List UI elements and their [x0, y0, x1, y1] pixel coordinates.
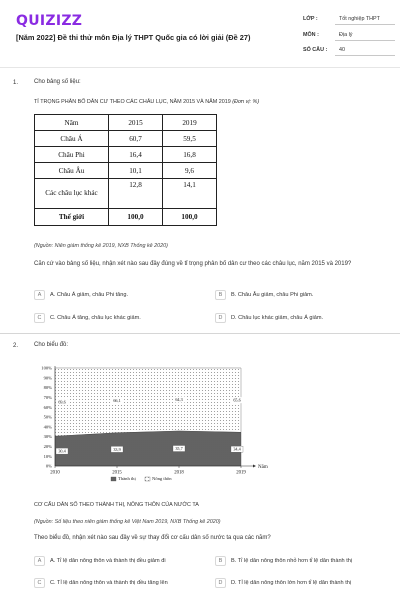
table-cell: 100,0	[109, 209, 163, 226]
urban-data-label: 35,7	[175, 446, 183, 452]
option-letter-badge: C	[34, 578, 45, 588]
table-row	[35, 163, 217, 179]
question-2-prompt: Cho biểu đồ:	[34, 342, 69, 348]
q2-option-c[interactable]	[34, 578, 168, 588]
question-2-text: Theo biểu đồ, nhận xét nào sau đây về sự thay đổi cơ cấu dân số nước ta qua các năm?	[34, 535, 271, 541]
table-cell: 16,4	[109, 147, 163, 163]
chart-legend	[111, 476, 172, 481]
option-letter-badge: D	[215, 313, 226, 323]
table-header-cell: Năm	[35, 115, 109, 131]
question-2-source: (Nguồn: Số liệu theo niên giám thống kê Việt Nam 2019, NXB Thống kê 2020)	[34, 519, 221, 525]
y-tick-label: 10%	[43, 453, 52, 459]
table-row	[35, 179, 217, 209]
meta-count-value: 40	[339, 47, 345, 53]
question-1-source: (Nguồn: Niên giám thống kê 2019, NXB Thống kê 2020)	[34, 243, 168, 249]
y-axis-ticks	[41, 366, 52, 469]
rural-data-label: 64,3	[175, 397, 183, 403]
q1-option-d[interactable]	[215, 313, 323, 323]
table-row	[35, 147, 217, 163]
option-text: D. Châu lục khác giảm, châu Á giảm.	[231, 315, 324, 321]
table-cell: 12,8	[109, 179, 163, 209]
legend-rural-swatch	[145, 477, 150, 481]
table-cell: Châu Âu	[35, 163, 109, 179]
y-tick-label: 60%	[43, 404, 52, 410]
table-cell: 60,7	[109, 131, 163, 147]
rural-data-label: 65,6	[233, 397, 241, 403]
quizizz-logo: QUIZIZZ	[16, 13, 83, 29]
table-cell: Châu Phi	[35, 147, 109, 163]
option-letter-badge: A	[34, 556, 45, 566]
q1-option-c[interactable]	[34, 313, 141, 323]
table-header-cell: 2015	[109, 115, 163, 131]
table-cell: Châu Á	[35, 131, 109, 147]
population-table	[34, 114, 217, 226]
rural-data-label: 66,1	[113, 397, 121, 403]
y-tick-label: 50%	[43, 414, 52, 420]
table-cell: 10,1	[109, 163, 163, 179]
table-row	[35, 131, 217, 147]
option-text: A. Châu Á giảm, châu Phi tăng.	[50, 292, 129, 298]
table-caption-main: TỈ TRỌNG PHÂN BỐ DÂN CƯ THEO CÁC CHÂU LỤC, NĂM 2015 VÀ NĂM 2019	[34, 99, 231, 105]
question-divider	[0, 333, 400, 334]
exam-title: [Năm 2022] Đề thi thử môn Địa lý THPT Quốc gia có lời giải (Đề 27)	[16, 33, 251, 42]
option-letter-badge: B	[215, 556, 226, 566]
legend-urban-label: Thành thị	[118, 476, 136, 481]
question-2-chart-caption: CƠ CẤU DÂN SỐ THEO THÀNH THỊ, NÔNG THÔN CỦA NƯỚC TA	[34, 502, 199, 508]
question-1-table-caption	[34, 99, 259, 105]
table-header-cell: 2019	[163, 115, 217, 131]
meta-subject-underline	[335, 40, 395, 41]
option-text: B. Tỉ lệ dân nông thôn nhỏ hơn tỉ lệ dân thành thị	[231, 558, 353, 564]
meta-count-label: SỐ CÂU :	[303, 47, 328, 53]
table-cell: 16,8	[163, 147, 217, 163]
question-1-text: Căn cứ vào bảng số liệu, nhận xét nào sau đây đúng về tỉ trọng phân bố dân cư theo các châu lục, năm 2015 và 2019?	[34, 261, 352, 267]
urban-data-label: 33,9	[113, 446, 121, 452]
x-tick-label: 2010	[50, 470, 60, 476]
table-header-row	[35, 115, 217, 131]
table-cell: Thế giới	[35, 209, 109, 226]
option-letter-badge: A	[34, 290, 45, 300]
x-tick-label: 2019	[236, 470, 246, 476]
table-cell: 9,6	[163, 163, 217, 179]
q1-option-a[interactable]	[34, 290, 128, 300]
urban-data-label: 30,4	[58, 448, 66, 454]
population-area-chart	[33, 362, 273, 484]
header-divider	[0, 67, 400, 68]
table-cell: 59,5	[163, 131, 217, 147]
y-tick-label: 80%	[43, 385, 52, 391]
y-tick-label: 90%	[43, 375, 52, 381]
option-letter-badge: C	[34, 313, 45, 323]
y-tick-label: 70%	[43, 395, 52, 400]
y-tick-label: 40%	[43, 424, 52, 430]
worksheet-header	[0, 0, 400, 68]
option-text: A. Tỉ lệ dân nông thôn và thành thị đều giảm đi	[50, 558, 166, 564]
option-text: D. Tỉ lệ dân nông thôn lớn hơn tỉ lệ dân thành thị	[231, 580, 352, 586]
meta-class-label: LỚP :	[303, 16, 318, 22]
x-tick-label: 2015	[112, 470, 122, 476]
option-letter-badge: B	[215, 290, 226, 300]
option-text: C. Châu Á tăng, châu lục khác giảm.	[50, 315, 141, 321]
y-tick-label: 30%	[43, 434, 52, 440]
option-text: C. Tỉ lệ dân nông thôn và thành thị đều tăng lên	[50, 580, 168, 586]
question-1-prompt: Cho bảng số liệu:	[34, 79, 81, 85]
option-text: B. Châu Âu giảm, châu Phi giảm.	[231, 292, 314, 298]
q1-option-b[interactable]	[215, 290, 313, 300]
x-tick-label: 2018	[174, 470, 184, 476]
table-cell: 100,0	[163, 209, 217, 226]
y-tick-label: 20%	[43, 444, 52, 449]
meta-subject-label: MÔN :	[303, 32, 319, 38]
y-tick-label: 100%	[41, 365, 52, 371]
x-axis-arrow	[253, 465, 256, 468]
legend-rural-label: Nông thôn	[152, 476, 172, 481]
rural-area	[55, 368, 241, 436]
meta-count-underline	[335, 55, 395, 56]
legend-urban-swatch	[111, 477, 116, 481]
x-axis-ticks	[50, 466, 246, 476]
question-2-number: 2.	[13, 343, 19, 349]
rural-data-label: 69,6	[58, 399, 66, 405]
meta-subject-value: Địa lý	[339, 32, 353, 38]
meta-class-value: Tốt nghiệp THPT	[339, 16, 380, 22]
question-1-number: 1.	[13, 80, 19, 86]
table-caption-unit: (Đơn vị: %)	[232, 99, 260, 105]
q2-option-d[interactable]	[215, 578, 351, 588]
q2-option-a[interactable]	[34, 556, 166, 566]
meta-class-underline	[335, 24, 395, 25]
option-letter-badge: D	[215, 578, 226, 588]
table-total-row	[35, 209, 217, 226]
y-tick-label: 0%	[45, 463, 52, 469]
urban-area	[55, 431, 241, 466]
table-cell: Các châu lục khác	[35, 179, 109, 209]
urban-data-label: 34,4	[233, 446, 241, 452]
table-cell: 14,1	[163, 179, 217, 209]
q2-option-b[interactable]	[215, 556, 352, 566]
x-axis-label: Năm	[258, 464, 268, 470]
